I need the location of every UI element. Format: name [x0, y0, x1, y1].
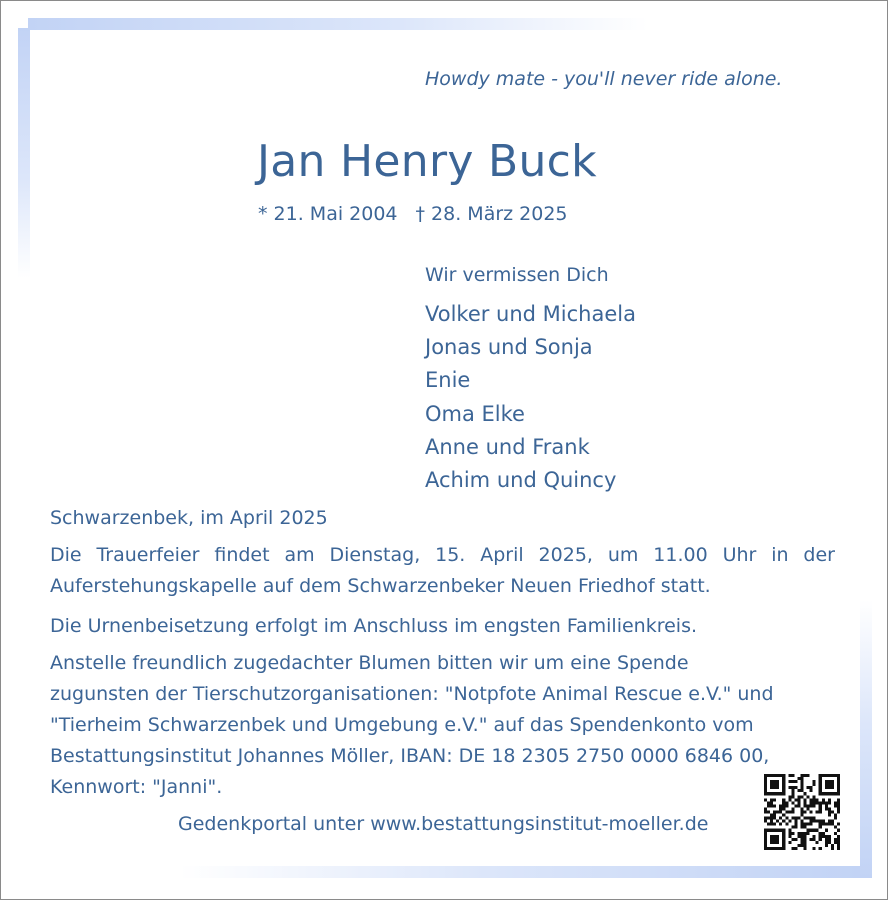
mourner-item: Oma Elke	[425, 401, 525, 426]
mourner-item: Jonas und Sonja	[425, 335, 593, 360]
motto: Howdy mate - you'll never ride alone.	[425, 68, 783, 90]
memorial-portal-link[interactable]: Gedenkportal unter www.bestattungsinstitut-moeller.de	[178, 813, 709, 835]
funeral-paragraph: Die Trauerfeier findet am Dienstag, 15. April 2025, um 11.00 Uhr in der Auferstehungskapelle auf dem Schwarzenbeker Neuen Friedhof statt.	[50, 544, 835, 597]
life-dates	[258, 203, 568, 225]
mourner-item: Achim und Quincy	[425, 467, 617, 492]
deceased-name: Jan Henry Buck	[257, 136, 597, 187]
decorative-frame-right	[860, 600, 872, 878]
place-date: Schwarzenbek, im April 2025	[50, 507, 328, 529]
mourners-list	[425, 298, 636, 497]
mourner-item: Enie	[425, 368, 471, 393]
donation-line: "Tierheim Schwarzenbek und Umgebung e.V." auf das Spendenkonto vom	[50, 714, 754, 736]
death-date: † 28. März 2025	[415, 203, 568, 225]
birth-date: * 21. Mai 2004	[258, 203, 398, 225]
missing-line: Wir vermissen Dich	[425, 264, 609, 286]
donation-line: Bestattungsinstitut Johannes Möller, IBAN: DE 18 2305 2750 0000 6846 00,	[50, 745, 770, 767]
donation-paragraph	[50, 648, 835, 803]
donation-line: Anstelle freundlich zugedachter Blumen bitten wir um eine Spende	[50, 652, 689, 674]
mourner-item: Volker und Michaela	[425, 302, 636, 326]
decorative-frame-top	[28, 18, 648, 30]
donation-line: Kennwort: "Janni".	[50, 776, 223, 798]
decorative-frame-left	[18, 28, 30, 278]
mourner-item: Anne und Frank	[425, 434, 590, 459]
qr-code-icon[interactable]	[764, 774, 840, 850]
donation-line: zugunsten der Tierschutzorganisationen: "Notpfote Animal Rescue e.V." und	[50, 683, 774, 705]
decorative-frame-bottom	[180, 866, 860, 878]
burial-paragraph: Die Urnenbeisetzung erfolgt im Anschluss im engsten Familienkreis.	[50, 615, 698, 637]
